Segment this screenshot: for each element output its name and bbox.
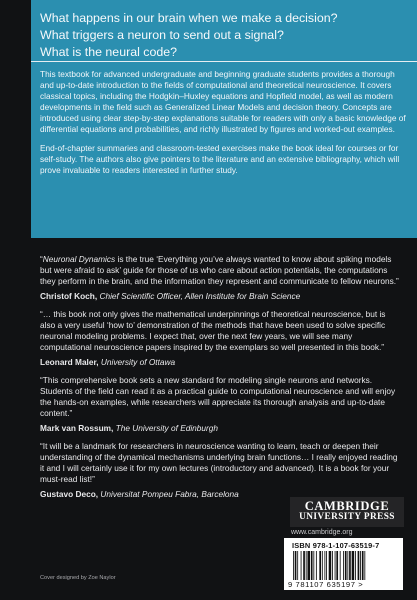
- question-3: What is the neural code?: [40, 45, 178, 59]
- publisher-url: www.cambridge.org: [291, 529, 353, 536]
- question-1: What happens in our brain when we make a decision?: [40, 11, 338, 25]
- endorser-affiliation: Universitat Pompeu Fabra, Barcelona: [100, 488, 239, 499]
- barcode-bar: [349, 551, 351, 580]
- isbn-label: ISBN 978-1-107-63519-7: [292, 541, 380, 550]
- question-2: What triggers a neuron to send out a signal?: [40, 28, 284, 42]
- barcode-bar: [340, 551, 341, 580]
- barcode-bar: [306, 551, 307, 580]
- description-paragraph-2: End-of-chapter summaries and classroom-tested exercises make the book ideal for courses or for self-study. The authors also give pointers to the literature and an extensive bibliography, which will prove invaluable to readers interested in further study.: [40, 142, 400, 175]
- barcode-bar: [360, 551, 361, 580]
- barcode-bar: [329, 551, 332, 580]
- endorsements: [40, 254, 402, 507]
- barcode-bar: [345, 551, 347, 580]
- barcode-bar: [362, 551, 364, 580]
- endorsement-quote: “… this book not only gives the mathematical underpinnings of theoretical neuroscience, but is also a very useful ‘how to’ demonstration of the methods that have been used to solve specific neuronal modeling problems. I expect that, over the next few years, we will see many computational neuroscience papers inspired by the exemplars so well presented in this book.”: [40, 308, 386, 353]
- barcode-bar: [355, 551, 356, 580]
- barcode-bar: [307, 551, 310, 580]
- isbn-barcode: [284, 538, 403, 590]
- barcode-bar: [347, 551, 348, 580]
- barcode-bars: [293, 551, 393, 580]
- barcode-bar: [352, 551, 355, 580]
- endorsement-text: “Neuronal Dynamics is the true ‘Everything you’ve always wanted to know about spiking models but were afraid to ask’ guide for those of us who care about action potentials, the computations they perform in the brain, and the information they represent and communicate to fellow neurons.”: [40, 254, 399, 287]
- book-title-italic: Neuronal Dynamics: [42, 254, 116, 264]
- panel-divider: [31, 61, 417, 62]
- cover-credit: Cover designed by Zoe Naylor: [40, 575, 116, 581]
- publisher-name: CAMBRIDGE: [304, 499, 390, 513]
- barcode-bar: [322, 551, 323, 580]
- endorsement-attribution: [40, 357, 402, 368]
- barcode-bar: [316, 551, 317, 580]
- endorser-affiliation: The University of Edinburgh: [115, 422, 219, 433]
- barcode-bar: [313, 551, 314, 580]
- endorsement-quote: is the true ‘Everything you’ve always wanted to know about spiking models but were afraid to ask’ guide for those of us who care about action potentials, the computations they perform in the brain, and the information they represent and communicate to fellow neurons.”: [40, 254, 399, 287]
- endorser-name: Leonard Maler,: [40, 356, 99, 367]
- endorsement-quote: “It will be a landmark for researchers in neuroscience wanting to learn, teach or deepen their understanding of the dynamical mechanisms underlying brain functions… I really enjoyed reading it and I will certainly use it for my own lectures (introductory and advanced). It is a book for your must-read list!”: [40, 440, 398, 485]
- endorsement-maler: [40, 309, 402, 368]
- endorser-affiliation: Chief Scientific Officer, Allen Institute for Brain Science: [99, 290, 301, 301]
- barcode-bar: [336, 551, 338, 580]
- barcode-bar: [293, 551, 294, 580]
- questions-block: [40, 10, 400, 61]
- endorsement-attribution: [40, 423, 402, 434]
- endorser-name: Mark van Rossum,: [40, 422, 114, 433]
- barcode-bar: [326, 551, 327, 580]
- endorser-affiliation: University of Ottawa: [100, 356, 176, 367]
- barcode-bar: [343, 551, 344, 580]
- book-description: [40, 69, 408, 183]
- isbn-digits: 9 781107 635197 >: [288, 580, 364, 589]
- endorsement-koch: [40, 254, 402, 302]
- barcode-bar: [303, 551, 305, 580]
- endorser-name: Gustavo Deco,: [40, 488, 99, 499]
- endorsement-van-rossum: [40, 375, 402, 434]
- endorsement-attribution: [40, 291, 402, 302]
- barcode-bar: [335, 551, 336, 580]
- barcode-bar: [297, 551, 298, 580]
- description-paragraph-1: This textbook for advanced undergraduate and beginning graduate students provides a thorough and up-to-date introduction to the fields of computational and theoretical neuroscience. It covers classical topics, including the Hodgkin–Huxley equations and Hopfield model, as well as modern developments in the field such as Generalized Linear Models and decision theory. Concepts are introduced using clear step-by-step explanations suitable for readers with only a basic knowledge of differential equations and probabilities, and richly illustrated by figures and worked-out examples.: [40, 69, 406, 135]
- barcode-bar: [301, 551, 302, 580]
- barcode-bar: [358, 551, 360, 580]
- publisher-logo: [290, 497, 404, 527]
- endorser-name: Christof Koch,: [40, 290, 98, 301]
- endorsement-deco: [40, 441, 402, 500]
- barcode-bar: [295, 551, 297, 580]
- barcode-bar: [324, 551, 325, 580]
- barcode-bar: [311, 551, 313, 580]
- barcode-bar: [319, 551, 321, 580]
- publisher-subtitle: UNIVERSITY PRESS: [299, 512, 395, 522]
- endorsement-quote: “This comprehensive book sets a new standard for modeling single neurons and networks. Students of the field can read it as a practical guide to computational neuroscience and will enjoy the hands-on examples, while researchers will appreciate its thorough analysis and up-to-date content.”: [40, 374, 396, 419]
- barcode-bar: [364, 551, 365, 580]
- barcode-bar: [332, 551, 333, 580]
